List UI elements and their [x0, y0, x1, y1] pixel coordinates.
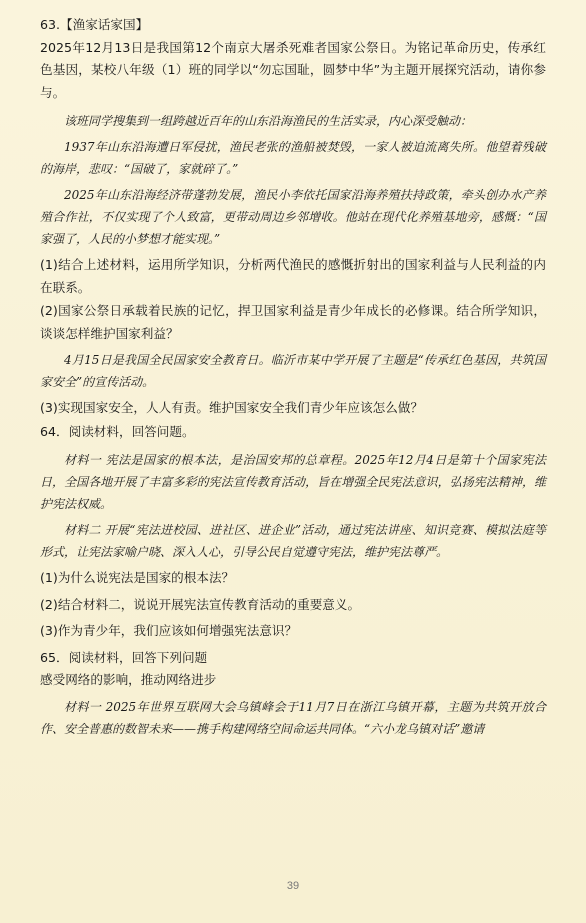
- q63-material-1937: 1937年山东沿海遭日军侵扰，渔民老张的渔船被焚毁，一家人被迫流离失所。他望着残破的海岸，悲叹：“国破了，家就碎了。”: [40, 140, 546, 176]
- q64-subquestion-2: (2)结合材料二，说说开展宪法宣传教育活动的重要意义。: [40, 596, 361, 612]
- q64-subquestion-3: (3)作为青少年，我们应该如何增强宪法意识？: [40, 623, 298, 638]
- q63-subquestion-2: (2)国家公祭日承载着民族的记忆，捍卫国家利益是青少年成长的必修课。结合所学知识，谈谈怎样维护国家利益？: [40, 303, 546, 341]
- q63-subquestion-3: (3)实现国家安全，人人有责。维护国家安全我们青少年应该怎么做？: [40, 400, 424, 415]
- page-content: [40, 14, 546, 740]
- q63-subquestion-1: (1)结合上述材料，运用所学知识，分析两代渔民的感慨折射出的国家利益与人民利益的内在联系。: [40, 257, 546, 295]
- question-63-intro: 2025年12月13日是我国第12个南京大屠杀死难者国家公祭日。为铭记革命历史，传承红色基因，某校八年级（1）班的同学以“勿忘国耻，圆梦中华”为主题开展探究活动，请你参与。: [40, 39, 546, 100]
- question-63-title: 63.【渔家话家国】: [40, 17, 149, 32]
- q63-material-intro: 该班同学搜集到一组跨越近百年的山东沿海渔民的生活实录，内心深受触动：: [64, 114, 473, 128]
- q65-material-1: 材料一 2025年世界互联网大会乌镇峰会于11月7日在浙江乌镇开幕，主题为共筑开放合作、安全普惠的数智未来——携手构建网络空间命运共同体。“六小龙乌镇对话”邀请: [40, 699, 546, 736]
- question-65-title: 65．阅读材料，回答下列问题: [40, 649, 208, 665]
- page-number: 39: [286, 880, 300, 892]
- q64-material-1: 材料一 宪法是国家的根本法，是治国安邦的总章程。2025年12月4日是第十个国家宪法日，全国各地开展了丰富多彩的宪法宣传教育活动，旨在增强全民宪法意识，弘扬宪法精神，维护宪法权威。: [40, 453, 546, 511]
- q63-material-2025: 2025年山东沿海经济带蓬勃发展，渔民小李依托国家沿海养殖扶持政策，牵头创办水产养殖合作社，不仅实现了个人致富，更带动周边乡邻增收。他站在现代化养殖基地旁，感慨：“国家强了，人民的小梦想才能实现。”: [40, 188, 546, 246]
- q64-material-2: 材料二 开展“宪法进校园、进社区、进企业”活动，通过宪法讲座、知识竞赛、模拟法庭等形式，让宪法家喻户晓、深入人心，引导公民自觉遵守宪法，维护宪法尊严。: [40, 523, 546, 559]
- q63-material-0415: 4月15日是我国全民国家安全教育日。临沂市某中学开展了主题是“传承红色基因，共筑国家安全”的宣传活动。: [40, 353, 546, 389]
- question-65-subtitle: 感受网络的影响，推动网络进步: [40, 672, 217, 687]
- q64-subquestion-1: (1)为什么说宪法是国家的根本法？: [40, 570, 235, 585]
- question-64-title: 64．阅读材料，回答问题。: [40, 423, 195, 439]
